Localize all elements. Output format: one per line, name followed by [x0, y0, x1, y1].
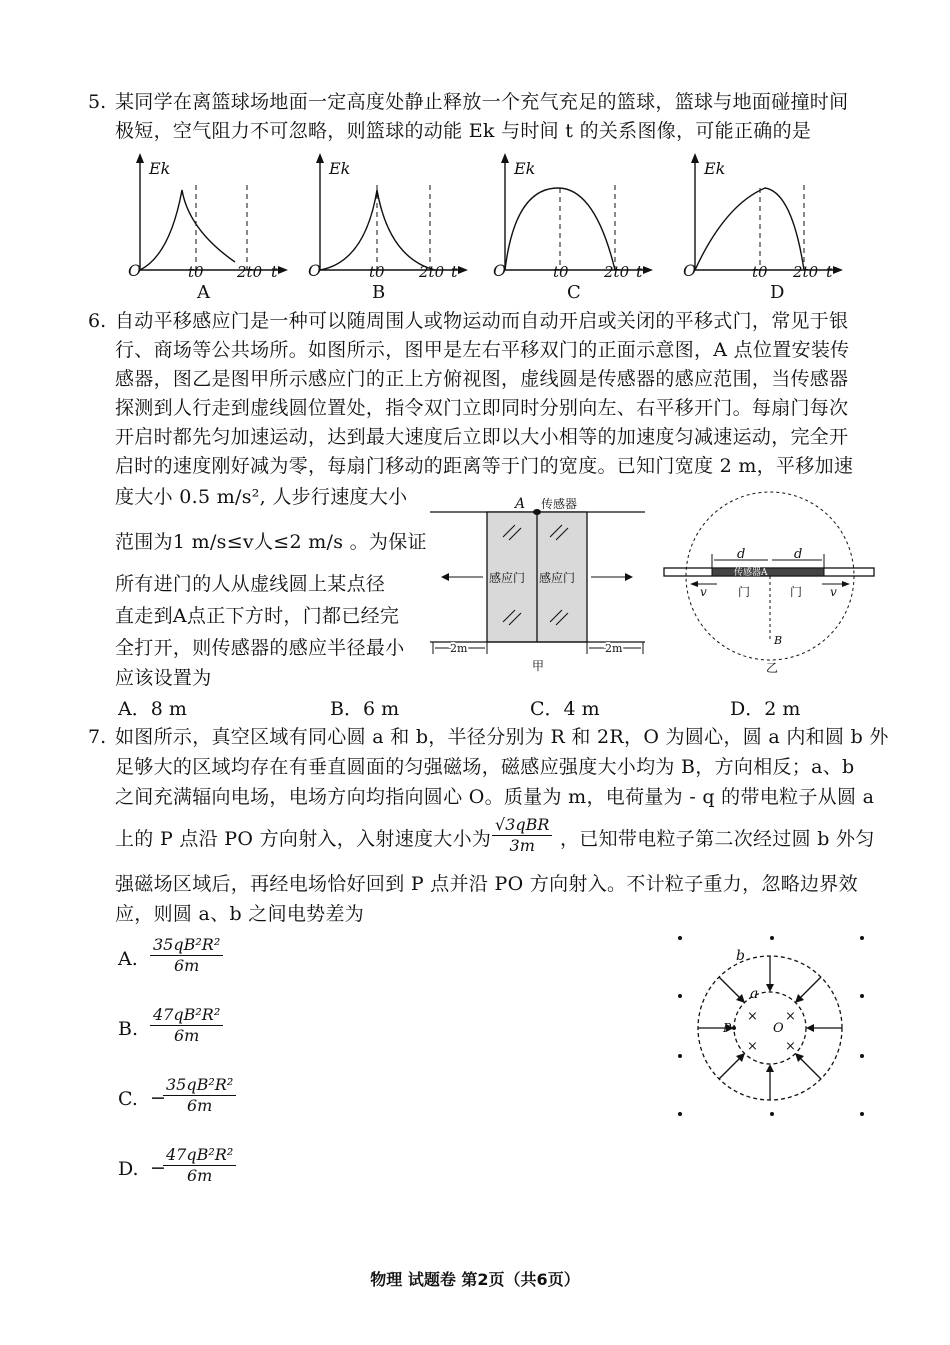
- jia-sensor-label: 传感器: [541, 497, 578, 511]
- q6-side-line5: 全打开，则传感器的感应半径最小: [115, 637, 405, 659]
- q5b-tick1: t0: [369, 263, 385, 281]
- q7-option-b-letter: B.: [118, 1018, 139, 1040]
- yi-v-left: v: [700, 585, 707, 599]
- yi-sensor-label: 传感器A: [734, 568, 768, 578]
- yi-door-right: 门: [790, 585, 803, 599]
- yi-v-right: v: [830, 585, 837, 599]
- q7-fig-p: P: [723, 1021, 732, 1035]
- q7-speed-den: 3m: [509, 836, 535, 855]
- q6-figure-yi: [662, 492, 882, 677]
- q6-stem-line4: 探测到人行走到虚线圆位置处，指令双门立即同时分别向左、右平移开门。每扇门每次: [115, 397, 849, 419]
- q5d-tick1: t0: [752, 263, 768, 281]
- q6-stem-line5: 开启时都先匀加速运动，达到最大速度后立即以大小相等的加速度匀减速运动，完全开: [115, 426, 849, 448]
- q5c-ylabel: Ek: [514, 159, 536, 178]
- q5d-tick2: 2t0: [793, 263, 819, 281]
- q6-side-line6: 应该设置为: [115, 667, 212, 689]
- q7-option-a-fraction: [150, 935, 223, 976]
- q7-stem-line5: 强磁场区域后，再经电场恰好回到 P 点并沿 PO 方向射入。不计粒子重力，忽略边界效: [115, 873, 858, 895]
- q5a-ylabel: Ek: [149, 159, 171, 178]
- q5b-tick2: 2t0: [419, 263, 445, 281]
- q5-graph-b: [305, 150, 475, 303]
- q6-option-b: B．6 m: [330, 698, 400, 720]
- q5c-tick1: t0: [553, 263, 569, 281]
- q7-option-a-num: 35qB²R²: [150, 935, 223, 956]
- svg-text:×: ×: [747, 1039, 758, 1054]
- q6-stem-line1: 自动平移感应门是一种可以随周围人或物运动而自动开启或关闭的平移式门，常见于银: [115, 310, 849, 332]
- q5-number: 5.: [88, 91, 107, 113]
- q7-figure: [670, 928, 880, 1128]
- q6-side-line3: 所有进门的人从虚线圆上某点径: [115, 573, 386, 595]
- q7-speed-num: √3qBR: [492, 815, 552, 836]
- q6-side-line2: 范围为1 m/s≤v人≤2 m/s 。为保证: [115, 531, 427, 553]
- q7-option-c-letter: C.: [118, 1088, 138, 1110]
- q6-number: 6.: [88, 310, 107, 332]
- jia-dim-right: 2m: [605, 642, 623, 655]
- q5-graph-a: [125, 150, 295, 303]
- q7-option-d-fraction: [163, 1145, 236, 1186]
- q5a-xlabel: t: [271, 262, 278, 281]
- q7-option-b-fraction: [150, 1005, 223, 1046]
- q5d-origin: O: [683, 261, 697, 280]
- q7-option-d-sign: −: [150, 1157, 166, 1179]
- q7-option-c-fraction: [163, 1075, 236, 1116]
- jia-door-left: 感应门: [489, 571, 526, 585]
- svg-text:×: ×: [785, 1039, 796, 1054]
- q5c-tick2: 2t0: [604, 263, 630, 281]
- q7-fig-b: b: [736, 948, 745, 964]
- q7-stem-line6: 应，则圆 a、b 之间电势差为: [115, 903, 365, 925]
- q5d-ylabel: Ek: [704, 159, 726, 178]
- q6-side-line4: 直走到A点正下方时，门都已经完: [115, 605, 400, 627]
- q5d-xlabel: t: [826, 262, 833, 281]
- q6-stem-line3: 感器，图乙是图甲所示感应门的正上方俯视图，虚线圆是传感器的感应范围，当传感器: [115, 368, 849, 390]
- q5b-xlabel: t: [451, 262, 458, 281]
- q7-stem-line2: 足够大的区域均存在有垂直圆面的匀强磁场，磁感应强度大小均为 B，方向相反；a、b: [115, 756, 855, 778]
- q6-stem-line6: 启时的速度刚好减为零，每扇门移动的距离等于门的宽度。已知门宽度 2 m，平移加速: [115, 455, 854, 477]
- q7-fig-a: a: [750, 986, 759, 1002]
- q7-stem-line4a: 上的 P 点沿 PO 方向射入，入射速度大小为: [115, 828, 492, 850]
- q7-option-c-num: 35qB²R²: [163, 1075, 236, 1096]
- q7-stem-line4b: ，已知带电粒子第二次经过圆 b 外匀: [560, 828, 875, 850]
- q5-graph-c: [490, 150, 660, 303]
- q5-stem-line1: 某同学在离篮球场地面一定高度处静止释放一个充气充足的篮球，篮球与地面碰撞时间: [115, 91, 849, 113]
- q5c-xlabel: t: [636, 262, 643, 281]
- yi-caption: 乙: [766, 661, 779, 675]
- q7-option-a-letter: A.: [118, 948, 138, 970]
- q5-stem-line2: 极短，空气阻力不可忽略，则篮球的动能 Ek 与时间 t 的关系图像，可能正确的是: [115, 120, 812, 142]
- q7-option-a-den: 6m: [173, 956, 200, 975]
- q6-stem-line2: 行、商场等公共场所。如图所示，图甲是左右平移双门的正面示意图，A 点位置安装传: [115, 339, 850, 361]
- page-footer: 物理 试题卷 第2页（共6页）: [370, 1270, 580, 1289]
- q6-option-a: A．8 m: [118, 698, 187, 720]
- jia-caption: 甲: [532, 659, 545, 673]
- q7-stem-line1: 如图所示，真空区域有同心圆 a 和 b，半径分别为 R 和 2R，O 为圆心，圆 a 内和圆 b 外: [115, 726, 889, 748]
- q5-graph-d: [680, 150, 850, 303]
- q7-option-c-den: 6m: [186, 1096, 213, 1115]
- q5a-origin: O: [128, 261, 142, 280]
- q5c-label: C: [567, 282, 581, 303]
- q7-option-b-num: 47qB²R²: [150, 1005, 223, 1026]
- q6-figure-jia: [425, 492, 650, 672]
- q6-option-d: D．2 m: [730, 698, 801, 720]
- yi-d-right: d: [794, 547, 803, 562]
- q7-stem-line3: 之间充满辐向电场，电场方向均指向圆心 O。质量为 m，电荷量为 - q 的带电粒子从圆 a: [115, 786, 875, 808]
- q7-option-d-den: 6m: [186, 1166, 213, 1185]
- q6-side-line1: 度大小 0.5 m/s², 人步行速度大小: [115, 486, 408, 508]
- q7-speed-fraction: [492, 815, 552, 856]
- jia-dim-left: 2m: [450, 642, 468, 655]
- q5a-tick1: t0: [188, 263, 204, 281]
- q5c-origin: O: [493, 261, 507, 280]
- q5b-label: B: [372, 282, 386, 303]
- svg-text:×: ×: [785, 1009, 796, 1024]
- q7-option-d-num: 47qB²R²: [163, 1145, 236, 1166]
- jia-point-a: A: [515, 496, 526, 512]
- q5a-tick2: 2t0: [237, 263, 263, 281]
- q5a-label: A: [197, 282, 210, 303]
- q7-fig-o: O: [773, 1021, 784, 1036]
- q5b-origin: O: [308, 261, 322, 280]
- q7-option-b-den: 6m: [173, 1026, 200, 1045]
- q7-option-c-sign: −: [150, 1087, 166, 1109]
- yi-d-left: d: [737, 547, 746, 562]
- yi-door-left: 门: [738, 585, 751, 599]
- yi-point-b: B: [774, 634, 783, 647]
- q7-number: 7.: [88, 726, 107, 748]
- q6-option-c: C．4 m: [530, 698, 600, 720]
- jia-door-right: 感应门: [539, 571, 576, 585]
- q7-option-d-letter: D.: [118, 1158, 139, 1180]
- q5b-ylabel: Ek: [329, 159, 351, 178]
- svg-text:×: ×: [747, 1009, 758, 1024]
- q5d-label: D: [770, 282, 785, 303]
